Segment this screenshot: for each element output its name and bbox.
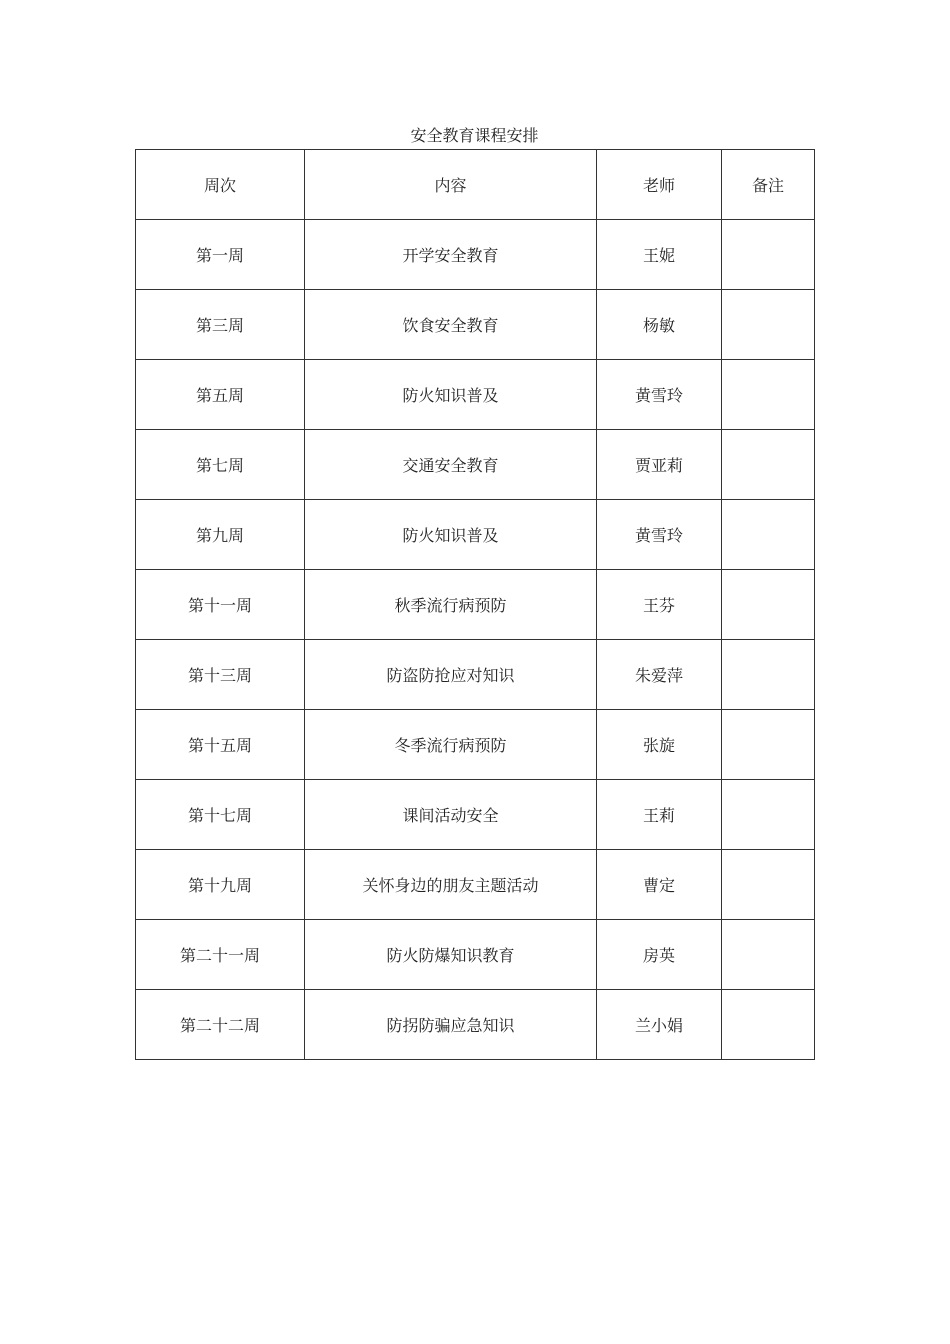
cell-week: 第十九周 <box>136 850 305 920</box>
cell-week: 第一周 <box>136 220 305 290</box>
cell-remark <box>722 360 815 430</box>
cell-content: 关怀身边的朋友主题活动 <box>305 850 597 920</box>
cell-remark <box>722 990 815 1060</box>
table-header-row <box>136 150 815 220</box>
schedule-table <box>135 149 815 1060</box>
cell-week: 第九周 <box>136 500 305 570</box>
cell-remark <box>722 500 815 570</box>
cell-remark <box>722 430 815 500</box>
table-row <box>136 220 815 290</box>
table-row <box>136 290 815 360</box>
table-row <box>136 570 815 640</box>
cell-remark <box>722 850 815 920</box>
table-row <box>136 990 815 1060</box>
cell-content: 冬季流行病预防 <box>305 710 597 780</box>
table-row <box>136 710 815 780</box>
cell-week: 第二十二周 <box>136 990 305 1060</box>
cell-teacher: 黄雪玲 <box>597 360 722 430</box>
cell-teacher: 杨敏 <box>597 290 722 360</box>
table-row <box>136 920 815 990</box>
cell-week: 第十五周 <box>136 710 305 780</box>
cell-week: 第十三周 <box>136 640 305 710</box>
cell-teacher: 王莉 <box>597 780 722 850</box>
cell-content: 课间活动安全 <box>305 780 597 850</box>
cell-content: 防火防爆知识教育 <box>305 920 597 990</box>
cell-content: 防盗防抢应对知识 <box>305 640 597 710</box>
header-week: 周次 <box>136 150 305 220</box>
cell-teacher: 张旋 <box>597 710 722 780</box>
document-title: 安全教育课程安排 <box>410 126 539 145</box>
table-row <box>136 500 815 570</box>
cell-teacher: 王妮 <box>597 220 722 290</box>
cell-week: 第五周 <box>136 360 305 430</box>
table-row <box>136 430 815 500</box>
table-row <box>136 780 815 850</box>
header-teacher: 老师 <box>597 150 722 220</box>
cell-teacher: 兰小娟 <box>597 990 722 1060</box>
table-row <box>136 850 815 920</box>
cell-remark <box>722 640 815 710</box>
cell-content: 开学安全教育 <box>305 220 597 290</box>
cell-week: 第三周 <box>136 290 305 360</box>
cell-remark <box>722 920 815 990</box>
header-content: 内容 <box>305 150 597 220</box>
cell-remark <box>722 780 815 850</box>
cell-content: 饮食安全教育 <box>305 290 597 360</box>
cell-week: 第十七周 <box>136 780 305 850</box>
cell-remark <box>722 220 815 290</box>
cell-teacher: 王芬 <box>597 570 722 640</box>
cell-teacher: 黄雪玲 <box>597 500 722 570</box>
header-remark: 备注 <box>722 150 815 220</box>
cell-teacher: 贾亚莉 <box>597 430 722 500</box>
cell-remark <box>722 710 815 780</box>
cell-content: 交通安全教育 <box>305 430 597 500</box>
cell-remark <box>722 570 815 640</box>
cell-week: 第十一周 <box>136 570 305 640</box>
table-row <box>136 640 815 710</box>
cell-teacher: 曹定 <box>597 850 722 920</box>
cell-week: 第七周 <box>136 430 305 500</box>
cell-content: 防火知识普及 <box>305 360 597 430</box>
cell-teacher: 朱爱萍 <box>597 640 722 710</box>
cell-content: 防拐防骗应急知识 <box>305 990 597 1060</box>
cell-week: 第二十一周 <box>136 920 305 990</box>
cell-content: 防火知识普及 <box>305 500 597 570</box>
cell-content: 秋季流行病预防 <box>305 570 597 640</box>
cell-teacher: 房英 <box>597 920 722 990</box>
table-row <box>136 360 815 430</box>
cell-remark <box>722 290 815 360</box>
